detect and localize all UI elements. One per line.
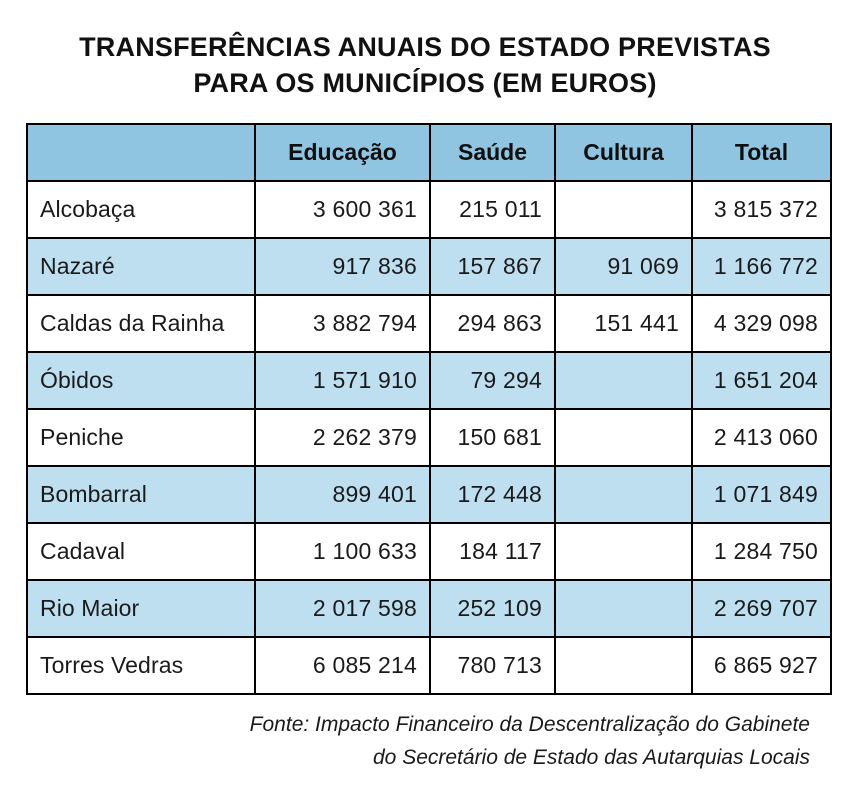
cell-saude: 172 448 — [430, 466, 555, 523]
source-note — [22, 709, 810, 774]
cell-total: 1 166 772 — [692, 238, 831, 295]
cell-municipality: Caldas da Rainha — [27, 295, 255, 352]
cell-saude: 150 681 — [430, 409, 555, 466]
table-body — [27, 181, 831, 694]
cell-cultura — [555, 637, 692, 694]
cell-educacao: 3 600 361 — [255, 181, 430, 238]
cell-educacao: 2 017 598 — [255, 580, 430, 637]
cell-total: 1 651 204 — [692, 352, 831, 409]
cell-cultura — [555, 409, 692, 466]
table-row — [27, 466, 831, 523]
column-header-municipality — [27, 124, 255, 181]
cell-saude: 79 294 — [430, 352, 555, 409]
cell-total: 2 413 060 — [692, 409, 831, 466]
cell-municipality: Peniche — [27, 409, 255, 466]
table-row — [27, 181, 831, 238]
cell-educacao: 1 571 910 — [255, 352, 430, 409]
cell-cultura: 91 069 — [555, 238, 692, 295]
cell-cultura: 151 441 — [555, 295, 692, 352]
table-row — [27, 238, 831, 295]
table-row — [27, 580, 831, 637]
page-title — [22, 30, 828, 101]
cell-municipality: Torres Vedras — [27, 637, 255, 694]
cell-saude: 294 863 — [430, 295, 555, 352]
cell-municipality: Óbidos — [27, 352, 255, 409]
cell-municipality: Bombarral — [27, 466, 255, 523]
table-row — [27, 409, 831, 466]
cell-municipality: Cadaval — [27, 523, 255, 580]
cell-educacao: 6 085 214 — [255, 637, 430, 694]
column-header-cultura: Cultura — [555, 124, 692, 181]
cell-total: 3 815 372 — [692, 181, 831, 238]
cell-municipality: Rio Maior — [27, 580, 255, 637]
table-container — [22, 123, 828, 695]
transfers-table — [26, 123, 832, 695]
cell-municipality: Alcobaça — [27, 181, 255, 238]
cell-total: 1 284 750 — [692, 523, 831, 580]
cell-total: 1 071 849 — [692, 466, 831, 523]
cell-total: 6 865 927 — [692, 637, 831, 694]
column-header-saude: Saúde — [430, 124, 555, 181]
cell-cultura — [555, 181, 692, 238]
column-header-total: Total — [692, 124, 831, 181]
source-note-line-2: do Secretário de Estado das Autarquias Locais — [373, 745, 810, 769]
cell-educacao: 2 262 379 — [255, 409, 430, 466]
table-row — [27, 637, 831, 694]
cell-educacao: 1 100 633 — [255, 523, 430, 580]
cell-educacao: 899 401 — [255, 466, 430, 523]
cell-saude: 184 117 — [430, 523, 555, 580]
cell-total: 4 329 098 — [692, 295, 831, 352]
cell-cultura — [555, 523, 692, 580]
table-row — [27, 523, 831, 580]
table-header-row — [27, 124, 831, 181]
cell-educacao: 917 836 — [255, 238, 430, 295]
page-title-line-1: TRANSFERÊNCIAS ANUAIS DO ESTADO PREVISTAS — [79, 32, 771, 62]
cell-educacao: 3 882 794 — [255, 295, 430, 352]
cell-total: 2 269 707 — [692, 580, 831, 637]
column-header-educacao: Educação — [255, 124, 430, 181]
cell-cultura — [555, 580, 692, 637]
table-row — [27, 352, 831, 409]
cell-cultura — [555, 352, 692, 409]
source-note-line-1: Fonte: Impacto Financeiro da Descentralização do Gabinete — [249, 713, 810, 737]
cell-saude: 157 867 — [430, 238, 555, 295]
cell-municipality: Nazaré — [27, 238, 255, 295]
cell-saude: 780 713 — [430, 637, 555, 694]
table-row — [27, 295, 831, 352]
cell-saude: 215 011 — [430, 181, 555, 238]
cell-saude: 252 109 — [430, 580, 555, 637]
table-header — [27, 124, 831, 181]
cell-cultura — [555, 466, 692, 523]
page-title-line-2: PARA OS MUNICÍPIOS (EM EUROS) — [193, 67, 657, 98]
